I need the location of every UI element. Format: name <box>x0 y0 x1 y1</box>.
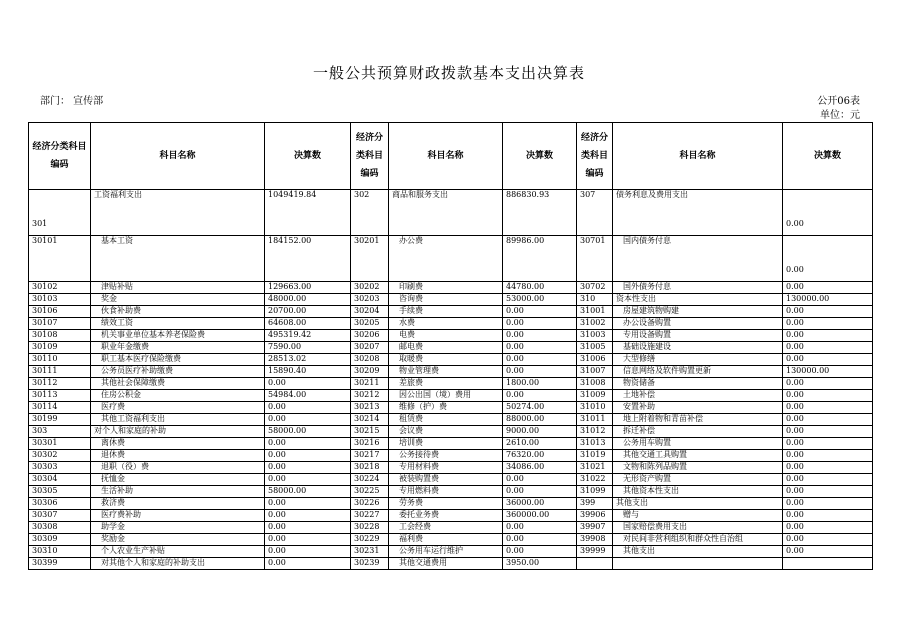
cell-amount-2: 0.00 <box>503 522 577 534</box>
cell-code-3: 31001 <box>577 306 613 318</box>
cell-name-2: 维修（护）费 <box>389 402 503 414</box>
cell-name-1: 对其他个人和家庭的补助支出 <box>91 558 265 570</box>
cell-name-3: 办公设备购置 <box>613 318 783 330</box>
cell-code-2: 30226 <box>351 498 389 510</box>
cell-code-3: 39999 <box>577 546 613 558</box>
table-row <box>29 426 873 438</box>
header-code-1: 经济分类科目编码 <box>29 123 91 190</box>
cell-code-3: 39906 <box>577 510 613 522</box>
cell-name-2: 因公出国（境）费用 <box>389 390 503 402</box>
cell-name-3: 资本性支出 <box>613 294 783 306</box>
table-row <box>29 378 873 390</box>
cell-name-2: 印刷费 <box>389 282 503 294</box>
cell-amount-2: 89986.00 <box>503 236 577 282</box>
cell-amount-3: 0.00 <box>783 414 873 426</box>
cell-amount-3: 0.00 <box>783 498 873 510</box>
cell-code-2: 30211 <box>351 378 389 390</box>
cell-amount-2: 0.00 <box>503 366 577 378</box>
cell-name-3: 基础设施建设 <box>613 342 783 354</box>
cell-code-2: 30227 <box>351 510 389 522</box>
cell-amount-2: 0.00 <box>503 354 577 366</box>
cell-name-3: 其他资本性支出 <box>613 486 783 498</box>
cell-name-3: 信息网络及软件购置更新 <box>613 366 783 378</box>
cell-code-3: 31008 <box>577 378 613 390</box>
cell-amount-3: 0.00 <box>783 546 873 558</box>
table-row <box>29 522 873 534</box>
cell-amount-1: 64608.00 <box>265 318 351 330</box>
cell-code-3 <box>577 558 613 570</box>
cell-name-3: 物资储备 <box>613 378 783 390</box>
cell-amount-1: 48000.00 <box>265 294 351 306</box>
cell-code-2: 30206 <box>351 330 389 342</box>
cell-code-2: 30205 <box>351 318 389 330</box>
cell-name-1: 机关事业单位基本养老保险费 <box>91 330 265 342</box>
cell-code-1: 30101 <box>29 236 91 282</box>
cell-name-3 <box>613 558 783 570</box>
cell-amount-1: 0.00 <box>265 450 351 462</box>
cell-name-3: 大型修缮 <box>613 354 783 366</box>
cell-amount-1: 15890.40 <box>265 366 351 378</box>
cell-amount-3: 0.00 <box>783 306 873 318</box>
cell-code-2: 30209 <box>351 366 389 378</box>
cell-name-2: 手续费 <box>389 306 503 318</box>
cell-code-2: 30228 <box>351 522 389 534</box>
cell-code-1: 30111 <box>29 366 91 378</box>
cell-name-3: 其他支出 <box>613 546 783 558</box>
cell-name-3: 房屋建筑物购建 <box>613 306 783 318</box>
cell-code-1: 303 <box>29 426 91 438</box>
cell-code-1: 30307 <box>29 510 91 522</box>
cell-amount-1: 0.00 <box>265 534 351 546</box>
cell-code-2: 30231 <box>351 546 389 558</box>
cell-amount-3: 0.00 <box>783 534 873 546</box>
cell-amount-1: 0.00 <box>265 498 351 510</box>
cell-amount-1: 0.00 <box>265 510 351 522</box>
cell-code-3: 31099 <box>577 486 613 498</box>
cell-name-2: 会议费 <box>389 426 503 438</box>
cell-code-3: 31012 <box>577 426 613 438</box>
cell-amount-2: 886830.93 <box>503 190 577 236</box>
cell-name-2: 物业管理费 <box>389 366 503 378</box>
cell-code-3: 307 <box>577 190 613 236</box>
cell-name-1: 奖励金 <box>91 534 265 546</box>
cell-code-2: 302 <box>351 190 389 236</box>
cell-amount-1: 7590.00 <box>265 342 351 354</box>
cell-code-1: 30112 <box>29 378 91 390</box>
cell-name-1: 医疗费 <box>91 402 265 414</box>
cell-code-1: 30113 <box>29 390 91 402</box>
cell-name-2: 工会经费 <box>389 522 503 534</box>
cell-code-3: 30701 <box>577 236 613 282</box>
cell-amount-1: 1049419.84 <box>265 190 351 236</box>
cell-amount-1: 0.00 <box>265 438 351 450</box>
cell-amount-3: 0.00 <box>783 486 873 498</box>
cell-name-3: 国内债务付息 <box>613 236 783 282</box>
cell-name-2: 租赁费 <box>389 414 503 426</box>
header-name-1: 科目名称 <box>91 123 265 190</box>
cell-code-2: 30239 <box>351 558 389 570</box>
cell-amount-1: 0.00 <box>265 558 351 570</box>
table-row <box>29 390 873 402</box>
cell-name-3: 国家赔偿费用支出 <box>613 522 783 534</box>
cell-code-2: 30203 <box>351 294 389 306</box>
cell-code-2: 30218 <box>351 462 389 474</box>
report-title: 一般公共预算财政拨款基本支出决算表 <box>312 64 585 82</box>
cell-name-1: 其他社会保障缴费 <box>91 378 265 390</box>
cell-code-2: 30202 <box>351 282 389 294</box>
cell-code-2: 30201 <box>351 236 389 282</box>
cell-amount-3: 0.00 <box>783 510 873 522</box>
header-amount-1: 决算数 <box>265 123 351 190</box>
cell-name-3: 赠与 <box>613 510 783 522</box>
cell-amount-2: 0.00 <box>503 306 577 318</box>
table-row <box>29 190 873 236</box>
cell-code-2: 30207 <box>351 342 389 354</box>
header-name-2: 科目名称 <box>389 123 503 190</box>
cell-code-3: 31011 <box>577 414 613 426</box>
table-row <box>29 486 873 498</box>
cell-code-1: 30110 <box>29 354 91 366</box>
cell-amount-2: 360000.00 <box>503 510 577 522</box>
cell-amount-2: 2610.00 <box>503 438 577 450</box>
cell-code-1: 30108 <box>29 330 91 342</box>
cell-name-1: 退休费 <box>91 450 265 462</box>
cell-code-3: 31003 <box>577 330 613 342</box>
cell-code-1: 30103 <box>29 294 91 306</box>
cell-name-1: 工资福利支出 <box>91 190 265 236</box>
cell-code-3: 399 <box>577 498 613 510</box>
cell-amount-3: 0.00 <box>783 318 873 330</box>
table-row <box>29 534 873 546</box>
cell-name-3: 专用设备购置 <box>613 330 783 342</box>
table-row <box>29 318 873 330</box>
cell-code-1: 30302 <box>29 450 91 462</box>
table-row <box>29 414 873 426</box>
table-row <box>29 462 873 474</box>
table-row <box>29 450 873 462</box>
table-row <box>29 282 873 294</box>
department-label: 部门： 宣传部 <box>40 96 104 107</box>
cell-name-2: 差旅费 <box>389 378 503 390</box>
table-row <box>29 366 873 378</box>
cell-amount-2: 76320.00 <box>503 450 577 462</box>
cell-code-2: 30225 <box>351 486 389 498</box>
cell-name-1: 离休费 <box>91 438 265 450</box>
cell-code-3: 31021 <box>577 462 613 474</box>
table-row <box>29 294 873 306</box>
cell-amount-2: 3950.00 <box>503 558 577 570</box>
cell-code-1: 30114 <box>29 402 91 414</box>
table-row <box>29 438 873 450</box>
cell-amount-1: 58000.00 <box>265 426 351 438</box>
cell-name-1: 个人农业生产补贴 <box>91 546 265 558</box>
cell-name-1: 抚恤金 <box>91 474 265 486</box>
cell-name-2: 福利费 <box>389 534 503 546</box>
cell-name-1: 助学金 <box>91 522 265 534</box>
cell-amount-2: 34086.00 <box>503 462 577 474</box>
cell-name-2: 专用燃料费 <box>389 486 503 498</box>
cell-name-2: 公务用车运行维护 <box>389 546 503 558</box>
cell-amount-3: 0.00 <box>783 450 873 462</box>
cell-amount-3: 0.00 <box>783 462 873 474</box>
cell-name-1: 救济费 <box>91 498 265 510</box>
cell-amount-3 <box>783 558 873 570</box>
cell-code-2: 30212 <box>351 390 389 402</box>
cell-amount-3: 0.00 <box>783 282 873 294</box>
cell-amount-1: 129663.00 <box>265 282 351 294</box>
cell-amount-3: 130000.00 <box>783 366 873 378</box>
header-amount-3: 决算数 <box>783 123 873 190</box>
cell-amount-3: 0.00 <box>783 474 873 486</box>
cell-name-2: 商品和服务支出 <box>389 190 503 236</box>
cell-code-2: 30217 <box>351 450 389 462</box>
cell-name-1: 津贴补贴 <box>91 282 265 294</box>
cell-code-1: 30308 <box>29 522 91 534</box>
cell-code-2: 30216 <box>351 438 389 450</box>
cell-name-3: 其他交通工具购置 <box>613 450 783 462</box>
cell-code-1: 30305 <box>29 486 91 498</box>
cell-amount-2: 9000.00 <box>503 426 577 438</box>
cell-amount-3: 0.00 <box>783 330 873 342</box>
table-row <box>29 236 873 282</box>
cell-amount-3: 0.00 <box>783 354 873 366</box>
cell-name-3: 文物和陈列品购置 <box>613 462 783 474</box>
table-row <box>29 402 873 414</box>
cell-code-2: 30229 <box>351 534 389 546</box>
table-row <box>29 558 873 570</box>
cell-code-3: 31010 <box>577 402 613 414</box>
cell-name-3: 公务用车购置 <box>613 438 783 450</box>
cell-name-1: 医疗费补助 <box>91 510 265 522</box>
cell-code-3: 31005 <box>577 342 613 354</box>
cell-code-2: 30215 <box>351 426 389 438</box>
cell-code-3: 31019 <box>577 450 613 462</box>
cell-name-3: 债务利息及费用支出 <box>613 190 783 236</box>
cell-amount-2: 0.00 <box>503 390 577 402</box>
cell-name-2: 专用材料费 <box>389 462 503 474</box>
cell-name-2: 劳务费 <box>389 498 503 510</box>
cell-name-1: 奖金 <box>91 294 265 306</box>
cell-code-3: 39907 <box>577 522 613 534</box>
cell-code-1: 30106 <box>29 306 91 318</box>
cell-code-1: 30102 <box>29 282 91 294</box>
cell-code-1: 30303 <box>29 462 91 474</box>
cell-name-1: 职工基本医疗保险缴费 <box>91 354 265 366</box>
header-code-3: 经济分类科目编码 <box>577 123 613 190</box>
cell-name-1: 伙食补助费 <box>91 306 265 318</box>
cell-code-1: 30310 <box>29 546 91 558</box>
cell-code-3: 30702 <box>577 282 613 294</box>
cell-amount-2: 0.00 <box>503 318 577 330</box>
cell-code-3: 31022 <box>577 474 613 486</box>
cell-name-3: 其他支出 <box>613 498 783 510</box>
header-name-3: 科目名称 <box>613 123 783 190</box>
cell-amount-1: 0.00 <box>265 474 351 486</box>
cell-code-2: 30224 <box>351 474 389 486</box>
table-row <box>29 474 873 486</box>
cell-amount-2: 0.00 <box>503 534 577 546</box>
cell-code-1: 30309 <box>29 534 91 546</box>
cell-code-3: 310 <box>577 294 613 306</box>
cell-amount-1: 495319.42 <box>265 330 351 342</box>
cell-name-3: 拆迁补偿 <box>613 426 783 438</box>
cell-code-2: 30204 <box>351 306 389 318</box>
cell-amount-1: 0.00 <box>265 402 351 414</box>
cell-name-2: 咨询费 <box>389 294 503 306</box>
cell-amount-3: 0.00 <box>783 236 873 282</box>
cell-amount-1: 184152.00 <box>265 236 351 282</box>
cell-name-1: 对个人和家庭的补助 <box>91 426 265 438</box>
header-amount-2: 决算数 <box>503 123 577 190</box>
cell-name-3: 地上附着物和青苗补偿 <box>613 414 783 426</box>
cell-amount-1: 20700.00 <box>265 306 351 318</box>
cell-amount-2: 36000.00 <box>503 498 577 510</box>
cell-name-3: 对民间非营利组织和群众性自治组 <box>613 534 783 546</box>
cell-name-2: 被装购置费 <box>389 474 503 486</box>
cell-name-1: 其他工资福利支出 <box>91 414 265 426</box>
cell-code-1: 30304 <box>29 474 91 486</box>
cell-name-3: 安置补助 <box>613 402 783 414</box>
cell-code-3: 31002 <box>577 318 613 330</box>
cell-code-1: 30199 <box>29 414 91 426</box>
cell-amount-1: 0.00 <box>265 414 351 426</box>
cell-name-1: 生活补助 <box>91 486 265 498</box>
cell-code-1: 30306 <box>29 498 91 510</box>
cell-amount-2: 53000.00 <box>503 294 577 306</box>
cell-amount-1: 28513.02 <box>265 354 351 366</box>
cell-name-2: 取暖费 <box>389 354 503 366</box>
table-row <box>29 306 873 318</box>
cell-amount-2: 88000.00 <box>503 414 577 426</box>
cell-name-2: 培训费 <box>389 438 503 450</box>
table-row <box>29 510 873 522</box>
cell-amount-2: 1800.00 <box>503 378 577 390</box>
cell-amount-2: 0.00 <box>503 546 577 558</box>
cell-code-1: 30109 <box>29 342 91 354</box>
cell-code-2: 30213 <box>351 402 389 414</box>
table-row <box>29 342 873 354</box>
cell-name-1: 绩效工资 <box>91 318 265 330</box>
cell-code-1: 30107 <box>29 318 91 330</box>
cell-code-3: 31013 <box>577 438 613 450</box>
header-code-2: 经济分类科目编码 <box>351 123 389 190</box>
cell-name-3: 无形资产购置 <box>613 474 783 486</box>
cell-amount-3: 0.00 <box>783 378 873 390</box>
cell-amount-2: 44780.00 <box>503 282 577 294</box>
cell-amount-1: 0.00 <box>265 546 351 558</box>
cell-amount-2: 0.00 <box>503 342 577 354</box>
cell-code-1: 301 <box>29 190 91 236</box>
cell-name-2: 邮电费 <box>389 342 503 354</box>
cell-name-1: 住房公积金 <box>91 390 265 402</box>
cell-amount-2: 50274.00 <box>503 402 577 414</box>
table-row <box>29 354 873 366</box>
cell-amount-3: 0.00 <box>783 522 873 534</box>
cell-name-2: 水费 <box>389 318 503 330</box>
table-row <box>29 546 873 558</box>
unit-label: 单位：元 <box>820 110 860 121</box>
table-row <box>29 330 873 342</box>
cell-name-1: 职业年金缴费 <box>91 342 265 354</box>
table-row <box>29 498 873 510</box>
cell-amount-1: 54984.00 <box>265 390 351 402</box>
cell-code-3: 31009 <box>577 390 613 402</box>
cell-name-2: 电费 <box>389 330 503 342</box>
cell-amount-1: 0.00 <box>265 378 351 390</box>
cell-code-3: 31007 <box>577 366 613 378</box>
expenditure-table <box>28 122 873 570</box>
cell-name-1: 公务员医疗补助缴费 <box>91 366 265 378</box>
cell-code-3: 31006 <box>577 354 613 366</box>
cell-code-2: 30214 <box>351 414 389 426</box>
cell-name-2: 公务接待费 <box>389 450 503 462</box>
cell-name-3: 国外债务付息 <box>613 282 783 294</box>
cell-code-1: 30399 <box>29 558 91 570</box>
cell-code-3: 39908 <box>577 534 613 546</box>
cell-amount-3: 0.00 <box>783 342 873 354</box>
cell-amount-3: 0.00 <box>783 190 873 236</box>
cell-amount-3: 130000.00 <box>783 294 873 306</box>
cell-amount-3: 0.00 <box>783 426 873 438</box>
cell-amount-2: 0.00 <box>503 330 577 342</box>
cell-amount-2: 0.00 <box>503 486 577 498</box>
cell-amount-3: 0.00 <box>783 438 873 450</box>
cell-amount-3: 0.00 <box>783 402 873 414</box>
cell-code-1: 30301 <box>29 438 91 450</box>
form-number: 公开06表 <box>817 96 860 107</box>
cell-name-1: 基本工资 <box>91 236 265 282</box>
cell-amount-2: 0.00 <box>503 474 577 486</box>
cell-name-2: 办公费 <box>389 236 503 282</box>
cell-name-1: 退职（役）费 <box>91 462 265 474</box>
cell-amount-1: 0.00 <box>265 522 351 534</box>
cell-amount-3: 0.00 <box>783 390 873 402</box>
cell-amount-1: 0.00 <box>265 462 351 474</box>
cell-name-3: 土地补偿 <box>613 390 783 402</box>
table-header-row <box>29 123 873 190</box>
cell-name-2: 委托业务费 <box>389 510 503 522</box>
cell-code-2: 30208 <box>351 354 389 366</box>
cell-amount-1: 58000.00 <box>265 486 351 498</box>
cell-name-2: 其他交通费用 <box>389 558 503 570</box>
